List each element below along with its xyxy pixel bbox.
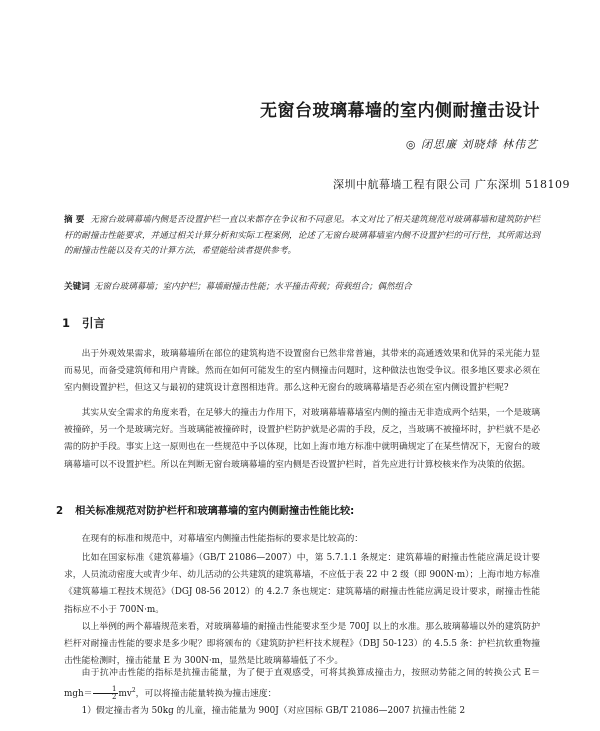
formula-lead-text: 由于抗冲击性能的指标是抗撞击能量，为了便于直观感受，可将其换算成撞击力，按照动势能之间的转换公式 E＝mgh＝ — [64, 668, 540, 700]
section-2-heading — [56, 502, 354, 517]
section-2-paragraph-5: 1）假定撞击者为 50kg 的儿童，撞击能量为 900J（对应国标 GB/T 21086—2007 抗撞击性能 2 — [81, 706, 466, 716]
section-2-title: 相关标准规范对防护栏杆和玻璃幕墙的室内侧耐撞击性能比较: — [75, 506, 355, 517]
authors: ◎ 闭思廉 刘晓烽 林伟艺 — [405, 138, 538, 151]
formula-exponent: 2 — [131, 687, 136, 695]
section-1-paragraph-1: 出于外观效果需求，玻璃幕墙所在部位的建筑构造不设置窗台已然非常普遍，其带来的高通透效果和优异的采光能力显而易见，而备受建筑师和用户青睐。然而在如何可能发生的室内侧撞击问题时，这种做法也饱受争议。很多地区要求必须在室内侧设置护栏，但这又与最初的建筑设计意图相违背。那么这种无窗台的玻璃幕墙是否必须在室内侧设置护栏呢? — [64, 349, 540, 394]
abstract-label: 摘 要 — [64, 215, 85, 225]
section-2-paragraph-4 — [64, 665, 540, 703]
section-1-number: 1 — [62, 316, 71, 330]
section-1-paragraph-2: 其实从安全需求的角度来看，在足够大的撞击力作用下，对玻璃幕墙幕墙室内侧的撞击无非造成两个结果，一个是玻璃被撞碎，另一个是玻璃完好。当玻璃能被撞碎时，设置护栏防护就是必需的手段，反之，当玻璃不被撞坏时，护栏就不是必需的防护手段。事实上这一原则也在一些规范中予以体现，比如上海市地方标准中就明确规定了在某些情况下，无窗台的玻璃幕墙可以不设置护栏。所以在判断无窗台玻璃幕墙的室内侧是否设置护栏时，首先应进行计算校核来作为决策的依据。 — [64, 408, 540, 470]
affiliation: 深圳中航幕墙工程有限公司 广东深圳 518109 — [333, 178, 570, 191]
formula-mv: mv — [118, 689, 132, 700]
paper-title: 无窗台玻璃幕墙的室内侧耐撞击设计 — [260, 101, 540, 121]
fraction-denominator: 2 — [112, 693, 117, 702]
section-2-paragraph-1: 在现有的标准和规范中，对幕墙室内侧撞击性能指标的要求是比较高的： — [81, 534, 364, 544]
section-1-heading — [62, 315, 105, 331]
keywords — [64, 280, 540, 292]
keywords-text: 无窗台玻璃幕墙；室内护栏；幕墙耐撞击性能；水平撞击荷载；荷载组合；偶然组合 — [93, 282, 412, 292]
fraction-numerator: 1 — [93, 686, 117, 694]
section-2-paragraph-3: 以上举例的两个幕墙规范来看，对玻璃幕墙的耐撞击性能要求至少是 700J 以上的水准。那么玻璃幕墙以外的建筑防护栏杆对耐撞击性能的要求是多少呢？即将颁布的《建筑防护栏杆技术规程》（DBJ 50-123）的 4.5.5 条：护栏抗软重物撞击性能检测时，撞击能量 E 为 300N·m，显然是比玻璃幕墙低了不少。 — [64, 622, 540, 667]
fraction-half — [93, 686, 117, 701]
keywords-label: 关键词 — [64, 282, 90, 292]
abstract — [64, 213, 540, 260]
section-2-number: 2 — [56, 506, 64, 517]
section-1-title: 引言 — [82, 316, 106, 330]
abstract-text: 无窗台玻璃幕墙内侧是否设置护栏一直以来都存在争议和不同意见。本文对比了相关建筑规范对玻璃幕墙和建筑防护栏杆的耐撞击性能要求，并通过相关计算分析和实际工程案例，论述了无窗台玻璃幕墙室内侧不设置护栏的可行性，其所需达到的耐撞击性能以及有关的计算方法，希望能给读者提供参考。 — [64, 215, 540, 257]
formula-tail-text: ，可以将撞击能量转换为撞击速度： — [135, 689, 277, 700]
section-2-paragraph-2: 比如在国家标准《建筑幕墙》（GB/T 21086—2007）中，第 5.7.1.1 条规定：建筑幕墙的耐撞击性能应满足设计要求，人员流动密度大或青少年、幼儿活动的公共建筑的建筑幕墙，不应低于表 22 中 2 级（即 900N·m）；上海市地方标准《建筑幕墙工程技术规范》（DGJ 08-56 2012）的 4.2.7 条也规定：建筑幕墙的耐撞击性能应满足设计要求，耐撞击性能指标应不小于 700N·m。 — [64, 553, 540, 615]
